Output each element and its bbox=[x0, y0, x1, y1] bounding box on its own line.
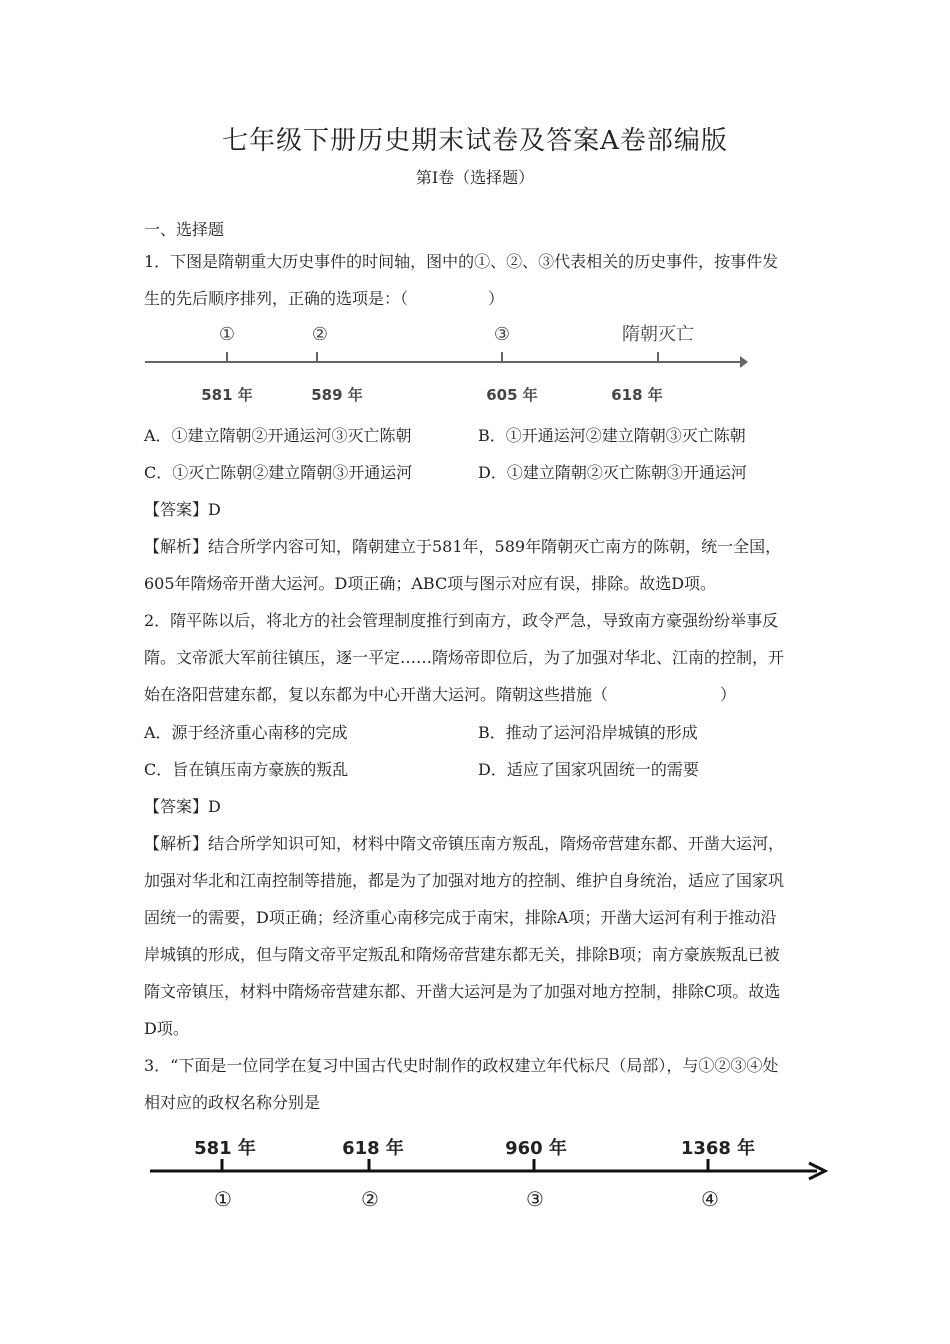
section-heading: 一、选择题 bbox=[144, 220, 225, 239]
q1-option-a: A．①建立隋朝②开通运河③灭亡陈朝 bbox=[144, 426, 412, 445]
q2-stem-line2: 隋。文帝派大军前往镇压，逐一平定……隋炀帝即位后，为了加强对华北、江南的控制，开 bbox=[144, 648, 785, 667]
q2-analysis-line6: D项。 bbox=[144, 1019, 189, 1038]
q1-analysis-line2: 605年隋炀帝开凿大运河。D项正确；ABC项与图示对应有误，排除。故选D项。 bbox=[144, 574, 717, 593]
q2-option-a: A．源于经济重心南移的完成 bbox=[144, 723, 348, 742]
q1-timeline bbox=[140, 318, 760, 413]
q1-timeline-arrow bbox=[740, 356, 748, 368]
q1-answer: 【答案】D bbox=[144, 500, 221, 519]
q1-event-label-2: ② bbox=[311, 324, 329, 345]
q1-event-label-1: ① bbox=[218, 324, 236, 345]
q3-stem-line1: 3．“下面是一位同学在复习中国古代史时制作的政权建立年代标尺（局部），与①②③④处 bbox=[144, 1056, 779, 1075]
q3-region-label-4: ④ bbox=[701, 1187, 719, 1211]
q1-event-label-4: 隋朝灭亡 bbox=[622, 324, 694, 345]
q3-timeline bbox=[145, 1130, 835, 1220]
q2-analysis-line2: 加强对华北和江南控制等措施，都是为了加强对地方的控制、维护自身统治，适应了国家巩 bbox=[144, 871, 785, 890]
q1-year-label-2: 589 年 bbox=[311, 386, 363, 404]
page-title: 七年级下册历史期末试卷及答案A卷部编版 bbox=[222, 126, 728, 156]
page-subtitle: 第I卷（选择题） bbox=[415, 168, 535, 187]
q3-region-label-3: ③ bbox=[526, 1187, 544, 1211]
q2-analysis-line1: 【解析】结合所学知识可知，材料中隋文帝镇压南方叛乱，隋炀帝营建东都、开凿大运河， bbox=[144, 834, 785, 853]
q2-option-d: D．适应了国家巩固统一的需要 bbox=[478, 760, 699, 779]
q1-option-d: D．①建立隋朝②灭亡陈朝③开通运河 bbox=[478, 463, 747, 482]
q2-answer: 【答案】D bbox=[144, 797, 221, 816]
q3-stem-line2: 相对应的政权名称分别是 bbox=[144, 1093, 321, 1112]
q3-region-label-1: ① bbox=[214, 1187, 232, 1211]
q1-option-c: C．①灭亡陈朝②建立隋朝③开通运河 bbox=[144, 463, 413, 482]
q1-stem-line2: 生的先后顺序排列，正确的选项是：（ ） bbox=[144, 289, 505, 308]
q1-year-label-1: 581 年 bbox=[201, 386, 253, 404]
q3-year-label-3: 960 年 bbox=[505, 1138, 567, 1159]
q1-analysis-line1: 【解析】结合所学内容可知，隋朝建立于581年，589年隋朝灭亡南方的陈朝，统一全国， bbox=[144, 537, 782, 556]
q1-event-label-3: ③ bbox=[493, 324, 511, 345]
q3-region-label-2: ② bbox=[361, 1187, 379, 1211]
q2-analysis-line5: 隋文帝镇压，材料中隋炀帝营建东都、开凿大运河是为了加强对地方控制，排除C项。故选 bbox=[144, 982, 781, 1001]
q1-year-label-3: 605 年 bbox=[486, 386, 538, 404]
q2-stem-line1: 2．隋平陈以后，将北方的社会管理制度推行到南方，政令严急，导致南方豪强纷纷举事反 bbox=[144, 611, 779, 630]
q3-year-label-4: 1368 年 bbox=[680, 1138, 756, 1159]
q2-analysis-line4: 岸城镇的形成，但与隋文帝平定叛乱和隋炀帝营建东都无关，排除B项；南方豪族叛乱已被 bbox=[144, 945, 780, 964]
q1-year-label-4: 618 年 bbox=[611, 386, 663, 404]
q1-stem-line1: 1．下图是隋朝重大历史事件的时间轴，图中的①、②、③代表相关的历史事件，按事件发 bbox=[144, 252, 779, 271]
q2-analysis-line3: 固统一的需要，D项正确；经济重心南移完成于南宋，排除A项；开凿大运河有利于推动沿 bbox=[144, 908, 777, 927]
q2-stem-line3: 始在洛阳营建东都，复以东都为中心开凿大运河。隋朝这些措施（ ） bbox=[144, 685, 737, 704]
q1-option-b: B．①开通运河②建立隋朝③灭亡陈朝 bbox=[478, 426, 746, 445]
q2-option-b: B．推动了运河沿岸城镇的形成 bbox=[478, 723, 698, 742]
q3-year-label-2: 618 年 bbox=[342, 1138, 404, 1159]
q3-year-label-1: 581 年 bbox=[194, 1138, 256, 1159]
q2-option-c: C．旨在镇压南方豪族的叛乱 bbox=[144, 760, 349, 779]
